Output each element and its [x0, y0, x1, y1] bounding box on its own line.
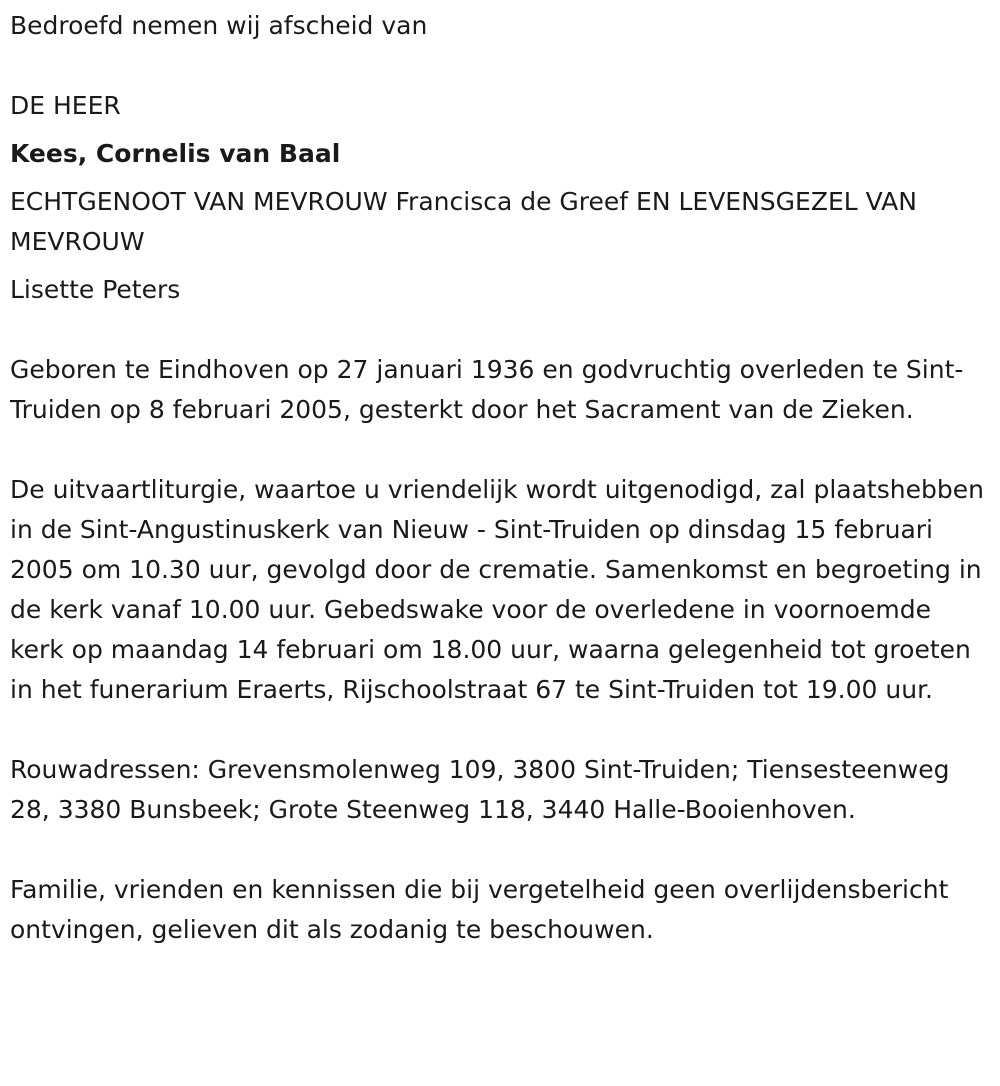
honorific-title: DE HEER [10, 91, 121, 120]
birth-death-paragraph: Geboren te Eindhoven op 27 januari 1936 en godvruchtig overleden te Sint-Truiden op 8 februari 2005, gesterkt door het Sacrament van de Zieken. [10, 355, 964, 424]
funeral-paragraph: De uitvaartliturgie, waartoe u vriendelijk wordt uitgenodigd, zal plaatshebben in de Sint-Angustinuskerk van Nieuw - Sint-Truiden op dinsdag 15 februari 2005 om 10.30 uur, gevolgd door de crematie. Samenkomst en begroeting in de kerk vanaf 10.00 uur. Gebedswake voor de overledene in voornoemde kerk op maandag 14 februari om 18.00 uur, waarna gelegenheid tot groeten in het funerarium Eraerts, Rijschoolstraat 67 te Sint-Truiden tot 19.00 uur. [10, 475, 984, 704]
closing-paragraph: Familie, vrienden en kennissen die bij vergetelheid geen overlijdensbericht ontvingen, gelieven dit als zodanig te beschouwen. [10, 875, 949, 944]
deceased-name: Kees, Cornelis van Baal [10, 139, 341, 168]
addresses-paragraph: Rouwadressen: Grevensmolenweg 109, 3800 Sint-Truiden; Tiensesteenweg 28, 3380 Bunsbeek; Grote Steenweg 118, 3440 Halle-Booienhoven. [10, 755, 950, 824]
partner-name: Lisette Peters [10, 275, 181, 304]
spouse-line: ECHTGENOOT VAN MEVROUW Francisca de Greef EN LEVENSGEZEL VAN MEVROUW [10, 187, 917, 256]
intro-text: Bedroefd nemen wij afscheid van [10, 11, 428, 40]
